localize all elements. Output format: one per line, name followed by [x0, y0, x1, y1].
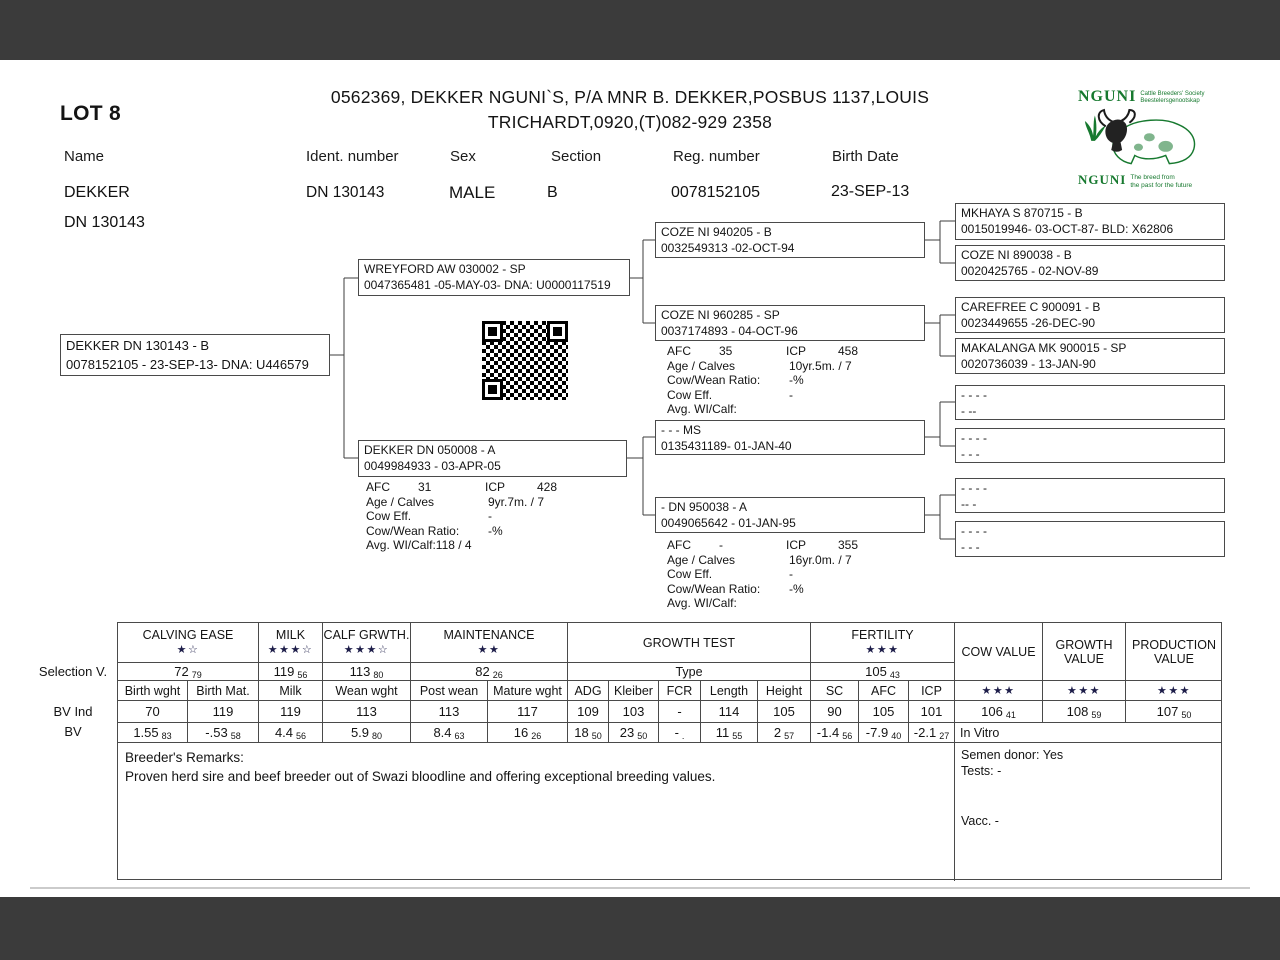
logo-society-text: Cattle Breeders' Society Beestelersgenootskap [1140, 91, 1205, 104]
pedigree-box-ggp5: - - - - - -- [955, 385, 1225, 420]
name-value-line2: DN 130143 [64, 214, 145, 231]
bv-cell: - . [659, 723, 701, 743]
logo-wordmark: NGUNI [1078, 88, 1137, 105]
star-rating: ★★ [477, 644, 501, 656]
name-label: Name [64, 148, 105, 165]
breeder-title-line1: 0562369, DEKKER NGUNI`S, P/A MNR B. DEKKER,POSBUS 1137,LOUIS [330, 87, 930, 107]
bv-cell: 16 26 [488, 723, 568, 743]
row-label-bv: BV [64, 724, 82, 739]
bv-cell: 23 50 [609, 723, 659, 743]
production-value-index: 107 50 [1126, 701, 1222, 723]
sel-growth-type: Type [568, 663, 811, 681]
bv-ind-cell: 113 [323, 701, 411, 723]
row-label-bv-ind: BV Ind [53, 704, 93, 719]
pedigree-box-gp4: - DN 950038 - A 0049065642 - 01-JAN-95 [655, 497, 925, 533]
sex-label: Sex [450, 148, 476, 165]
lot-number: LOT 8 [60, 102, 122, 125]
logo-wordmark-bottom: NGUNI [1078, 172, 1127, 187]
logo-tagline: The breed from the past for the future [1130, 174, 1193, 189]
sel-milk: 119 56 [259, 663, 323, 681]
pedigree-box-sire: WREYFORD AW 030002 - SP 0047365481 -05-MAY-03- DNA: U0000117519 [358, 259, 630, 296]
sel-fertility: 105 43 [811, 663, 955, 681]
qr-code [482, 321, 568, 400]
aloe-plant-icon [1085, 115, 1106, 140]
pedigree-box-ggp1: MKHAYA S 870715 - B 0015019946- 03-OCT-87- BLD: X62806 [955, 203, 1225, 240]
bv-ind-cell: 109 [568, 701, 609, 723]
group-milk: MILK ★★★☆ [259, 623, 323, 663]
bv-ind-cell: - [659, 701, 701, 723]
pedigree-box-gp3: - - - MS 0135431189- 01-JAN-40 [655, 420, 925, 455]
reg-label: Reg. number [673, 148, 760, 165]
name-value: DEKKER [64, 184, 130, 201]
col-post-wean: Post wean [411, 681, 488, 701]
bv-ind-cell: 90 [811, 701, 859, 723]
col-kleiber: Kleiber [609, 681, 659, 701]
breeding-values-table [117, 622, 1222, 880]
star-rating: ★★★ [865, 644, 900, 656]
col-icp: ICP [909, 681, 955, 701]
sel-maintenance: 82 26 [411, 663, 568, 681]
ident-label: Ident. number [306, 148, 399, 165]
bv-ind-cell: 114 [701, 701, 758, 723]
bv-cell: 4.4 56 [259, 723, 323, 743]
pedigree-box-ggp3: CAREFREE C 900091 - B 0023449655 -26-DEC-90 [955, 297, 1225, 333]
qr-finder-icon [482, 379, 503, 400]
star-rating: ★☆ [176, 644, 200, 656]
page-divider [30, 887, 1250, 889]
col-adg: ADG [568, 681, 609, 701]
sex-value: MALE [449, 183, 496, 202]
nguni-bull-icon [1084, 108, 1202, 172]
pedigree-box-ggp6: - - - - - - - [955, 428, 1225, 463]
pedigree-box-ggp2: COZE NI 890038 - B 0020425765 - 02-NOV-89 [955, 245, 1225, 281]
bv-cell: 2 57 [758, 723, 811, 743]
col-wean-wght: Wean wght [323, 681, 411, 701]
pedigree-box-dam: DEKKER DN 050008 - A 0049984933 - 03-APR-05 [358, 440, 627, 477]
col-birth-mat: Birth Mat. [188, 681, 259, 701]
remarks-text: Proven herd sire and beef breeder out of Swazi bloodline and offering exceptional breeding values. [125, 769, 716, 784]
reg-value: 0078152105 [671, 184, 760, 201]
group-maintenance: MAINTENANCE ★★ [411, 623, 568, 663]
group-calving-ease: CALVING EASE ★☆ [118, 623, 259, 663]
col-sc: SC [811, 681, 859, 701]
row-label-selection-v: Selection V. [38, 664, 108, 679]
growth-value-index: 108 59 [1043, 701, 1126, 723]
production-value-stars: ★★★ [1126, 681, 1222, 701]
top-bar [0, 0, 1280, 60]
bv-cell: 5.9 80 [323, 723, 411, 743]
col-mature-wght: Mature wght [488, 681, 568, 701]
header-production-value: PRODUCTION VALUE [1126, 623, 1222, 681]
bv-ind-cell: 119 [259, 701, 323, 723]
cow-value-stars: ★★★ [955, 681, 1043, 701]
group-fertility: FERTILITY ★★★ [811, 623, 955, 663]
qr-finder-icon [482, 321, 503, 342]
pedigree-box-ggp4: MAKALANGA MK 900015 - SP 0020736039 - 13-JAN-90 [955, 338, 1225, 374]
star-rating: ★★★☆ [343, 644, 390, 656]
bv-cell: -2.1 27 [909, 723, 955, 743]
bv-ind-cell: 105 [758, 701, 811, 723]
semen-donor: Semen donor: Yes [961, 748, 1064, 762]
sel-calving-ease: 72 79 [118, 663, 259, 681]
birth-value: 23-SEP-13 [831, 183, 910, 200]
vaccinations: Vacc. - [961, 814, 999, 828]
bv-cell: 11 55 [701, 723, 758, 743]
breeder-title [250, 85, 1010, 135]
bv-ind-cell: 105 [859, 701, 909, 723]
bv-ind-cell: 119 [188, 701, 259, 723]
sire-stats: AFC 35 ICP 458 Age / Calves 10yr.5m. / 7 Cow/Wean Ratio: -% Cow Eff. - Avg. WI/Calf: [667, 344, 859, 417]
pedigree-box-gp2: COZE NI 960285 - SP 0037174893 - 04-OCT-96 [655, 305, 925, 341]
col-fcr: FCR [659, 681, 701, 701]
pedigree-box-ggp8: - - - - - - - [955, 521, 1225, 557]
breeders-remarks [118, 743, 955, 881]
birth-label: Birth Date [832, 148, 899, 165]
cow-value-index: 106 41 [955, 701, 1043, 723]
group-calf-growth: CALF GRWTH. ★★★☆ [323, 623, 411, 663]
remarks-label: Breeder's Remarks: [125, 750, 244, 765]
dam-stats: AFC 31 ICP 428 Age / Calves 9yr.7m. / 7 Cow Eff. - Cow/Wean Ratio: -% Avg. WI/Calf:118 / 4 [366, 480, 558, 553]
nguni-logo [1078, 88, 1214, 190]
col-length: Length [701, 681, 758, 701]
semen-panel [955, 743, 1222, 881]
bv-ind-cell: 101 [909, 701, 955, 723]
section-value: B [547, 184, 558, 201]
bv-cell: 1.55 83 [118, 723, 188, 743]
ident-value: DN 130143 [306, 184, 385, 201]
qr-finder-icon [547, 321, 568, 342]
col-afc: AFC [859, 681, 909, 701]
bv-cell: -7.9 40 [859, 723, 909, 743]
star-rating: ★★★☆ [267, 644, 314, 656]
col-milk: Milk [259, 681, 323, 701]
bv-ind-cell: 117 [488, 701, 568, 723]
bv-ind-cell: 70 [118, 701, 188, 723]
growth-value-stars: ★★★ [1043, 681, 1126, 701]
bv-ind-cell: 113 [411, 701, 488, 723]
pedigree-box-gp1: COZE NI 940205 - B 0032549313 -02-OCT-94 [655, 222, 925, 258]
header-growth-value: GROWTH VALUE [1043, 623, 1126, 681]
col-birth-wght: Birth wght [118, 681, 188, 701]
granddam-stats: AFC - ICP 355 Age / Calves 16yr.0m. / 7 Cow Eff. - Cow/Wean Ratio: -% Avg. WI/Calf: [667, 538, 859, 611]
col-height: Height [758, 681, 811, 701]
bv-cell: -.53 58 [188, 723, 259, 743]
sel-calf-growth: 113 80 [323, 663, 411, 681]
bv-cell: -1.4 56 [811, 723, 859, 743]
group-growth-test: GROWTH TEST [568, 623, 811, 663]
bv-cell: 18 50 [568, 723, 609, 743]
bv-cell: 8.4 63 [411, 723, 488, 743]
breeder-title-line2: TRICHARDT,0920,(T)082-929 2358 [487, 112, 773, 132]
pedigree-box-animal: DEKKER DN 130143 - B 0078152105 - 23-SEP-13- DNA: U446579 [60, 334, 330, 376]
bv-ind-cell: 103 [609, 701, 659, 723]
in-vitro-cell: In Vitro [955, 723, 1222, 743]
tests: Tests: - [961, 764, 1002, 778]
bottom-bar [0, 897, 1280, 960]
pedigree-box-ggp7: - - - - -- - [955, 478, 1225, 513]
section-label: Section [551, 148, 602, 165]
header-cow-value: COW VALUE [955, 623, 1043, 681]
